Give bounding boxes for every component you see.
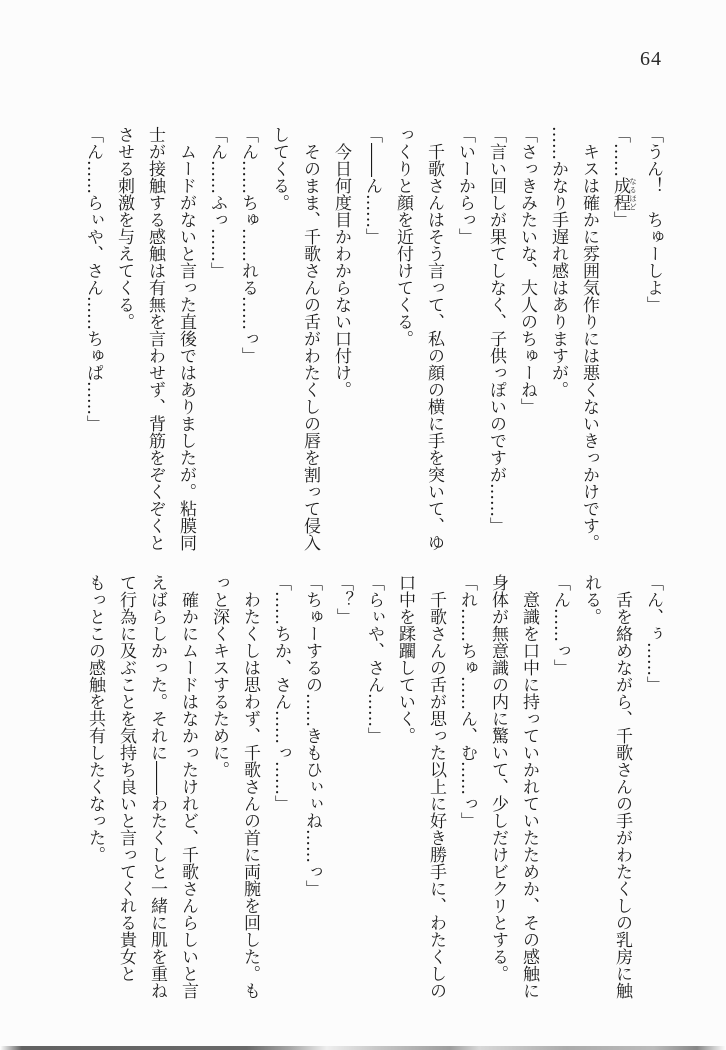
text-line: 「――ん……」 [362, 126, 382, 245]
text-line: ムードがないと言った直後ではありましたが。粘膜同 [176, 143, 196, 551]
text-line: 「うん！ ちゅーしよ」 [643, 126, 663, 313]
ruby-annotated-word: 成程なるほど [610, 177, 638, 211]
text-line: もっとこの感触を共有したくなった。 [85, 574, 105, 863]
upper-text-block [77, 126, 668, 556]
page-number: 64 [640, 48, 662, 70]
text-line: 確かにムードはなかったけれど、千歌さんらしいと言 [178, 591, 198, 999]
text-line: 「ん……らぃや、さん……ちゅぱ……」 [83, 126, 103, 432]
text-line: 「？」 [333, 574, 353, 625]
text-line: 「ん、ぅ……」 [643, 574, 663, 693]
text-line: っと深くキスするために。 [209, 574, 229, 778]
text-line: ……かなり手遅れ感はありますが。 [548, 126, 568, 398]
text-line: 「さっきみたいな、大人のちゅーね」 [517, 126, 537, 415]
text-line: れる。 [581, 574, 601, 625]
text-line: 「ん……っ」 [550, 574, 570, 676]
text-line: 「いーからっ」 [455, 126, 475, 245]
text-line: 千歌さんの舌が思った以上に好き勝手に、わたくしの [426, 591, 446, 999]
text-line: そのまま、千歌さんの舌がわたくしの唇を割って侵入 [300, 143, 320, 551]
text-line: 今日何度目かわからない口付け。 [331, 143, 351, 398]
text-line: 「……ちか、さん……っ……」 [271, 574, 291, 812]
page-bottom-edge-line [0, 1046, 726, 1050]
text-line: 「……成程なるほど」 [610, 126, 638, 228]
text-line: 「ちゅーするの……きもひぃぃね……っ」 [302, 574, 322, 897]
text-line: 身体が無意識の内に驚いて、少しだけビクリとする。 [488, 574, 508, 982]
text-line: 「ん……ちゅ……れる……っ」 [238, 126, 258, 364]
text-line: 舌を絡めながら、千歌さんの手がわたくしの乳房に触 [612, 591, 632, 999]
text-line: 千歌さんはそう言って、私の顔の横に手を突いて、ゆ [424, 143, 444, 551]
text-line: えばらしかった。それに――わたくしと一緒に肌を重ね [147, 574, 167, 999]
text-line: させる刺激を与えてくる。 [114, 126, 134, 330]
text-line: キスは確かに雰囲気作りには悪くないきっかけです。 [579, 143, 599, 551]
text-line: してくる。 [269, 126, 289, 211]
text-line: 「言い回しが果てしなく、子供っぽいのですが……」 [486, 126, 506, 534]
text-line: わたくしは思わず、千歌さんの首に両腕を回した。も [240, 591, 260, 999]
text-line: 「れ……ちゅ……ん、む……っ」 [457, 574, 477, 829]
text-line: 「らぃや、さん……」 [364, 574, 384, 744]
lower-text-block [79, 574, 668, 1004]
text-line: て行為に及ぶことを気持ち良いと言ってくれる貴女と [116, 574, 136, 982]
text-line: 口中を蹂躙していく。 [395, 574, 415, 744]
text-line: っくりと顔を近付けてくる。 [393, 126, 413, 347]
text-line: 「ん……ふっ……」 [207, 126, 227, 279]
text-line: 意識を口中に持っていかれていたためか、その感触に [519, 591, 539, 999]
text-line: 士が接触する感触は有無を言わせず、背筋をぞくぞくと [145, 126, 165, 551]
